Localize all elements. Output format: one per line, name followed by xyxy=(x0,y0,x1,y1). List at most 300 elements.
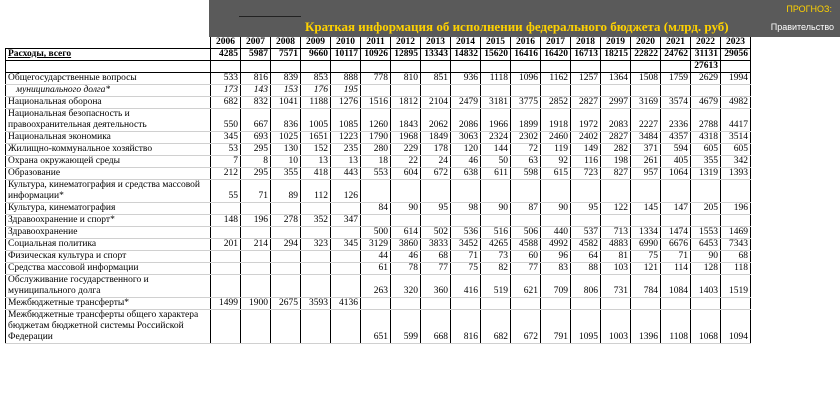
table-cell: 1003 xyxy=(601,310,631,344)
table-cell xyxy=(241,251,271,263)
header-corner xyxy=(6,37,211,49)
table-cell xyxy=(301,310,331,344)
table-cell: 15620 xyxy=(481,49,511,61)
table-cell: 806 xyxy=(571,275,601,298)
table-cell: 614 xyxy=(391,227,421,239)
table-row xyxy=(6,310,751,344)
table-cell: 1396 xyxy=(631,310,661,344)
table-cell: 18 xyxy=(361,156,391,168)
table-cell: 2083 xyxy=(601,109,631,132)
table-cell: 443 xyxy=(331,168,361,180)
table-cell: 621 xyxy=(511,275,541,298)
table-cell xyxy=(211,310,241,344)
table-cell xyxy=(241,61,271,73)
table-cell: 3484 xyxy=(631,132,661,144)
table-cell: 2104 xyxy=(421,97,451,109)
table-cell: 120 xyxy=(451,144,481,156)
row-label: Культура, кинематография xyxy=(6,203,211,215)
title-banner xyxy=(209,0,840,37)
divider xyxy=(239,16,301,17)
table-cell xyxy=(571,85,601,97)
table-title: Краткая информация об исполнении федерального бюджета (млрд. руб) xyxy=(305,19,729,34)
table-cell xyxy=(721,180,751,203)
table-cell: 6990 xyxy=(631,239,661,251)
table-cell xyxy=(421,85,451,97)
table-cell: 345 xyxy=(331,239,361,251)
table-cell: 212 xyxy=(211,168,241,180)
table-cell xyxy=(601,180,631,203)
table-cell: 235 xyxy=(331,144,361,156)
table-cell xyxy=(631,61,661,73)
table-cell xyxy=(631,180,661,203)
table-cell: 1041 xyxy=(271,97,301,109)
table-cell: 1994 xyxy=(721,73,751,85)
year-header: 2007 xyxy=(241,37,271,49)
table-cell: 90 xyxy=(541,203,571,215)
row-label: Средства массовой информации xyxy=(6,263,211,275)
table-cell: 103 xyxy=(601,263,631,275)
table-cell xyxy=(421,215,451,227)
table-cell: 95 xyxy=(571,203,601,215)
table-cell: 323 xyxy=(301,239,331,251)
table-cell xyxy=(391,85,421,97)
table-cell: 1095 xyxy=(571,310,601,344)
table-cell: 89 xyxy=(271,180,301,203)
table-cell xyxy=(691,215,721,227)
table-cell: 784 xyxy=(631,275,661,298)
table-cell: 201 xyxy=(211,239,241,251)
table-cell: 355 xyxy=(271,168,301,180)
table-cell xyxy=(211,203,241,215)
table-cell: 16420 xyxy=(541,49,571,61)
table-cell xyxy=(241,203,271,215)
table-cell: 709 xyxy=(541,275,571,298)
table-cell xyxy=(211,275,241,298)
table-cell: 27613 xyxy=(691,61,721,73)
table-cell: 64 xyxy=(571,251,601,263)
table-cell: 2086 xyxy=(451,109,481,132)
table-cell: 2997 xyxy=(601,97,631,109)
table-cell: 7 xyxy=(211,156,241,168)
table-cell: 87 xyxy=(511,203,541,215)
table-cell: 147 xyxy=(661,203,691,215)
table-cell: 46 xyxy=(451,156,481,168)
table-cell: 77 xyxy=(511,263,541,275)
row-label: Национальная безопасность и правоохранительная деятельность xyxy=(6,109,211,132)
table-cell: 352 xyxy=(301,215,331,227)
table-cell: 12895 xyxy=(391,49,421,61)
table-cell: 1516 xyxy=(361,97,391,109)
table-cell: 1403 xyxy=(691,275,721,298)
table-cell xyxy=(571,180,601,203)
table-cell xyxy=(541,180,571,203)
table-cell: 1223 xyxy=(331,132,361,144)
row-label: Охрана окружающей среды xyxy=(6,156,211,168)
table-row xyxy=(6,156,751,168)
table-cell xyxy=(661,180,691,203)
table-cell: 143 xyxy=(241,85,271,97)
table-cell: 1085 xyxy=(331,109,361,132)
table-cell xyxy=(691,180,721,203)
table-cell: 851 xyxy=(421,73,451,85)
table-cell: 22 xyxy=(391,156,421,168)
table-cell xyxy=(331,203,361,215)
year-header: 2020 xyxy=(631,37,661,49)
table-cell: 14832 xyxy=(451,49,481,61)
table-cell: 114 xyxy=(661,263,691,275)
row-label: Национальная экономика xyxy=(6,132,211,144)
table-cell xyxy=(361,61,391,73)
table-cell: 605 xyxy=(691,144,721,156)
table-cell xyxy=(301,61,331,73)
table-cell xyxy=(451,180,481,203)
table-cell: 1918 xyxy=(541,109,571,132)
table-cell xyxy=(541,298,571,310)
table-row xyxy=(6,239,751,251)
row-label: Социальная политика xyxy=(6,239,211,251)
table-cell: 75 xyxy=(451,263,481,275)
table-cell: 73 xyxy=(481,251,511,263)
table-cell: 1499 xyxy=(211,298,241,310)
table-cell: 84 xyxy=(361,203,391,215)
table-cell: 1843 xyxy=(391,109,421,132)
total-row xyxy=(6,49,751,61)
table-cell: 2479 xyxy=(451,97,481,109)
year-header: 2019 xyxy=(601,37,631,49)
table-cell: 2827 xyxy=(571,97,601,109)
table-cell: 519 xyxy=(481,275,511,298)
table-cell: 816 xyxy=(451,310,481,344)
table-cell: 3593 xyxy=(301,298,331,310)
table-cell: 263 xyxy=(361,275,391,298)
table-cell: 176 xyxy=(301,85,331,97)
table-cell: 4136 xyxy=(331,298,361,310)
table-cell: 18215 xyxy=(601,49,631,61)
table-cell: 1064 xyxy=(661,168,691,180)
table-cell: 345 xyxy=(211,132,241,144)
table-cell: 130 xyxy=(271,144,301,156)
table-cell: 1519 xyxy=(721,275,751,298)
table-cell: 2788 xyxy=(691,109,721,132)
table-cell: 4588 xyxy=(511,239,541,251)
row-label: Расходы, всего xyxy=(6,49,211,61)
table-cell xyxy=(511,85,541,97)
table-cell: 295 xyxy=(241,144,271,156)
table-cell: 4582 xyxy=(571,239,601,251)
table-cell: 550 xyxy=(211,109,241,132)
table-cell xyxy=(481,61,511,73)
table-cell: 16713 xyxy=(571,49,601,61)
table-cell: 13 xyxy=(301,156,331,168)
table-cell: 682 xyxy=(211,97,241,109)
table-row xyxy=(6,73,751,85)
table-cell xyxy=(211,227,241,239)
table-cell: 347 xyxy=(331,215,361,227)
table-cell: 5987 xyxy=(241,49,271,61)
table-cell: 126 xyxy=(331,180,361,203)
table-cell: 553 xyxy=(361,168,391,180)
table-cell xyxy=(601,215,631,227)
table-row xyxy=(6,168,751,180)
table-cell xyxy=(631,85,661,97)
table-cell: 280 xyxy=(361,144,391,156)
table-cell: 198 xyxy=(601,156,631,168)
table-cell: 1553 xyxy=(691,227,721,239)
table-cell: 10926 xyxy=(361,49,391,61)
table-cell: 615 xyxy=(541,168,571,180)
table-cell: 3860 xyxy=(391,239,421,251)
table-cell: 611 xyxy=(481,168,511,180)
year-header: 2015 xyxy=(481,37,511,49)
table-cell xyxy=(481,180,511,203)
table-cell: 320 xyxy=(391,275,421,298)
table-cell: 55 xyxy=(211,180,241,203)
table-cell xyxy=(571,215,601,227)
table-cell: 3574 xyxy=(661,97,691,109)
table-cell xyxy=(271,310,301,344)
table-cell: 214 xyxy=(241,239,271,251)
year-header: 2023 xyxy=(721,37,751,49)
table-cell xyxy=(391,215,421,227)
table-cell: 638 xyxy=(451,168,481,180)
table-cell: 888 xyxy=(331,73,361,85)
table-cell: 46 xyxy=(391,251,421,263)
table-cell: 342 xyxy=(721,156,751,168)
table-cell xyxy=(691,298,721,310)
table-cell: 83 xyxy=(541,263,571,275)
table-cell xyxy=(271,263,301,275)
table-cell: 1393 xyxy=(721,168,751,180)
table-cell: 1759 xyxy=(661,73,691,85)
table-cell: 2675 xyxy=(271,298,301,310)
table-cell: 31131 xyxy=(691,49,721,61)
table-cell: 53 xyxy=(211,144,241,156)
table-cell: 1025 xyxy=(271,132,301,144)
table-cell: 116 xyxy=(571,156,601,168)
table-cell: 72 xyxy=(511,144,541,156)
table-cell: 536 xyxy=(451,227,481,239)
table-cell xyxy=(601,61,631,73)
table-cell xyxy=(211,61,241,73)
table-cell: 1108 xyxy=(661,310,691,344)
table-cell: 537 xyxy=(571,227,601,239)
table-cell: 112 xyxy=(301,180,331,203)
table-cell xyxy=(331,251,361,263)
row-label: Здравоохранение и спорт* xyxy=(6,215,211,227)
table-cell: 1260 xyxy=(361,109,391,132)
table-cell: 13343 xyxy=(421,49,451,61)
table-cell: 598 xyxy=(511,168,541,180)
table-cell: 1084 xyxy=(661,275,691,298)
table-cell: 731 xyxy=(601,275,631,298)
table-cell: 24 xyxy=(421,156,451,168)
row-label: Жилищно-коммунальное хозяйство xyxy=(6,144,211,156)
table-cell xyxy=(271,203,301,215)
table-cell: 957 xyxy=(631,168,661,180)
table-cell xyxy=(511,298,541,310)
table-cell: 119 xyxy=(541,144,571,156)
table-cell: 4982 xyxy=(721,97,751,109)
table-cell: 3775 xyxy=(511,97,541,109)
table-cell: 118 xyxy=(721,263,751,275)
table-cell xyxy=(361,298,391,310)
row-label: Здравоохранение xyxy=(6,227,211,239)
table-cell: 1319 xyxy=(691,168,721,180)
table-cell: 195 xyxy=(331,85,361,97)
table-cell: 816 xyxy=(241,73,271,85)
table-row xyxy=(6,251,751,263)
table-cell xyxy=(511,180,541,203)
table-cell: 148 xyxy=(211,215,241,227)
table-cell: 92 xyxy=(541,156,571,168)
row-label: Межбюджетные трансферты* xyxy=(6,298,211,310)
table-cell: 839 xyxy=(271,73,301,85)
table-cell: 502 xyxy=(421,227,451,239)
table-cell: 416 xyxy=(451,275,481,298)
table-row xyxy=(6,85,751,97)
table-cell: 3169 xyxy=(631,97,661,109)
table-cell: 355 xyxy=(691,156,721,168)
table-cell: 128 xyxy=(691,263,721,275)
table-row xyxy=(6,132,751,144)
table-cell: 63 xyxy=(511,156,541,168)
table-cell: 2062 xyxy=(421,109,451,132)
table-cell xyxy=(331,227,361,239)
table-cell: 68 xyxy=(721,251,751,263)
table-cell: 693 xyxy=(241,132,271,144)
table-cell: 4318 xyxy=(691,132,721,144)
table-cell xyxy=(331,263,361,275)
table-cell: 153 xyxy=(271,85,301,97)
table-cell: 672 xyxy=(511,310,541,344)
table-cell xyxy=(691,85,721,97)
table-cell: 4357 xyxy=(661,132,691,144)
table-cell xyxy=(301,227,331,239)
table-cell: 90 xyxy=(391,203,421,215)
table-cell: 1972 xyxy=(571,109,601,132)
table-cell xyxy=(421,61,451,73)
table-cell xyxy=(391,180,421,203)
table-cell: 229 xyxy=(391,144,421,156)
year-header: 2010 xyxy=(331,37,361,49)
table-cell: 371 xyxy=(631,144,661,156)
table-cell: 96 xyxy=(541,251,571,263)
table-cell: 500 xyxy=(361,227,391,239)
table-cell: 2852 xyxy=(541,97,571,109)
table-cell: 1005 xyxy=(301,109,331,132)
row-label: Национальная оборона xyxy=(6,97,211,109)
table-cell xyxy=(271,61,301,73)
year-header-row xyxy=(6,37,751,49)
table-cell: 144 xyxy=(481,144,511,156)
table-cell: 2402 xyxy=(571,132,601,144)
table-cell: 778 xyxy=(361,73,391,85)
table-cell: 178 xyxy=(421,144,451,156)
year-header: 2009 xyxy=(301,37,331,49)
table-cell: 8 xyxy=(241,156,271,168)
year-header: 2021 xyxy=(661,37,691,49)
table-cell: 29056 xyxy=(721,49,751,61)
row-label: муниципального долга* xyxy=(6,85,211,97)
table-cell: 713 xyxy=(601,227,631,239)
year-header: 2018 xyxy=(571,37,601,49)
year-header: 2017 xyxy=(541,37,571,49)
table-cell: 836 xyxy=(271,109,301,132)
table-cell: 1790 xyxy=(361,132,391,144)
table-cell: 24762 xyxy=(661,49,691,61)
table-cell: 261 xyxy=(631,156,661,168)
table-cell: 90 xyxy=(481,203,511,215)
table-row xyxy=(6,109,751,132)
table-cell xyxy=(571,61,601,73)
table-cell: 60 xyxy=(511,251,541,263)
year-header: 2006 xyxy=(211,37,241,49)
table-row xyxy=(6,227,751,239)
year-header: 2013 xyxy=(421,37,451,49)
table-row xyxy=(6,144,751,156)
table-cell: 1118 xyxy=(481,73,511,85)
table-cell xyxy=(541,61,571,73)
table-cell xyxy=(601,298,631,310)
table-cell: 173 xyxy=(211,85,241,97)
table-cell: 98 xyxy=(451,203,481,215)
table-cell: 2302 xyxy=(511,132,541,144)
year-header: 2016 xyxy=(511,37,541,49)
table-cell: 4265 xyxy=(481,239,511,251)
table-cell: 672 xyxy=(421,168,451,180)
table-cell xyxy=(661,298,691,310)
table-cell: 81 xyxy=(601,251,631,263)
table-cell: 71 xyxy=(661,251,691,263)
table-cell: 360 xyxy=(421,275,451,298)
row-label: Физическая культура и спорт xyxy=(6,251,211,263)
table-cell: 853 xyxy=(301,73,331,85)
table-cell: 3833 xyxy=(421,239,451,251)
table-cell: 22822 xyxy=(631,49,661,61)
table-cell: 1968 xyxy=(391,132,421,144)
table-cell: 205 xyxy=(691,203,721,215)
table-cell: 77 xyxy=(421,263,451,275)
table-cell: 122 xyxy=(601,203,631,215)
table-cell xyxy=(361,85,391,97)
table-cell: 1334 xyxy=(631,227,661,239)
table-cell: 668 xyxy=(421,310,451,344)
table-row xyxy=(6,215,751,227)
table-cell: 1508 xyxy=(631,73,661,85)
table-cell: 405 xyxy=(661,156,691,168)
table-cell: 196 xyxy=(241,215,271,227)
table-cell xyxy=(631,215,661,227)
table-cell xyxy=(541,85,571,97)
table-cell: 71 xyxy=(241,180,271,203)
table-cell xyxy=(241,310,271,344)
row-label: Обслуживание государственного и муниципального долга xyxy=(6,275,211,298)
table-cell: 594 xyxy=(661,144,691,156)
table-row xyxy=(6,298,751,310)
table-cell xyxy=(631,298,661,310)
table-cell xyxy=(451,61,481,73)
table-cell: 605 xyxy=(721,144,751,156)
table-cell: 810 xyxy=(391,73,421,85)
table-cell: 604 xyxy=(391,168,421,180)
forecast-label: ПРОГНОЗ: xyxy=(786,4,832,14)
table-cell: 196 xyxy=(721,203,751,215)
table-cell: 68 xyxy=(421,251,451,263)
table-cell: 82 xyxy=(481,263,511,275)
table-cell: 418 xyxy=(301,168,331,180)
table-cell xyxy=(331,61,361,73)
table-cell xyxy=(241,275,271,298)
